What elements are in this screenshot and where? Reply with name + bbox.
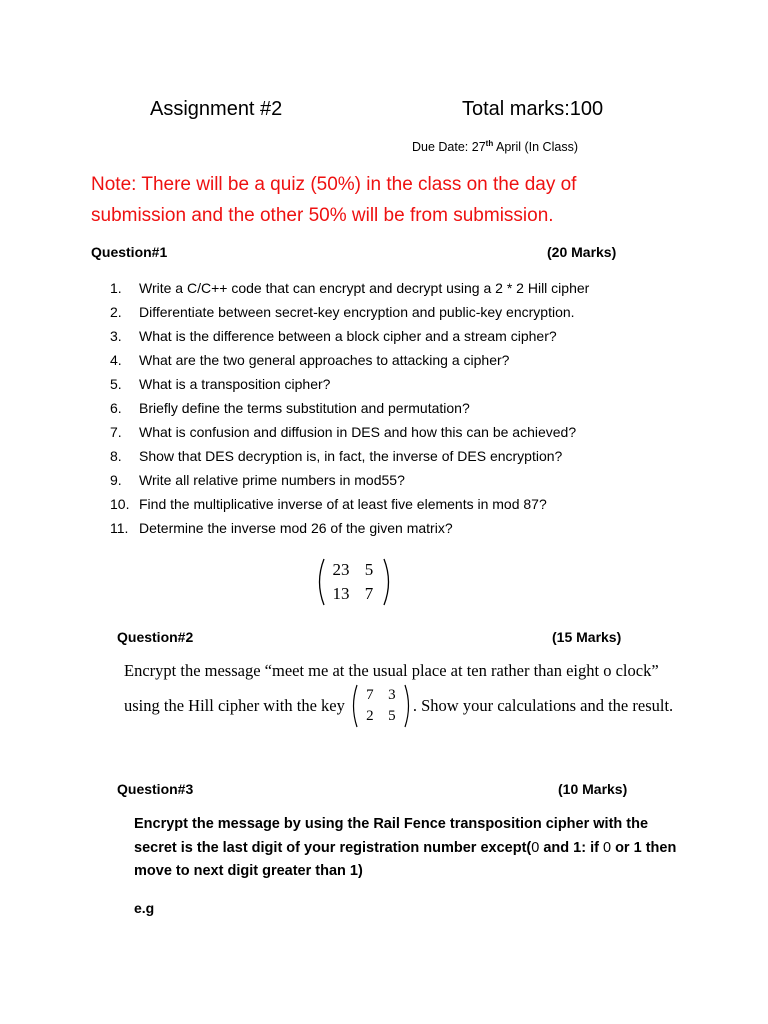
question1-list bbox=[110, 276, 589, 540]
item-text: Differentiate between secret-key encryption and public-key encryption. bbox=[139, 304, 575, 320]
item-number: 3. bbox=[110, 328, 122, 344]
list-item bbox=[110, 396, 589, 420]
list-item bbox=[110, 324, 589, 348]
question3-zero: 0 bbox=[602, 839, 612, 856]
question2-line1: Encrypt the message “meet me at the usual place at ten rather than eight o clock” bbox=[124, 661, 659, 680]
matrix-cell: 2 bbox=[366, 708, 374, 724]
item-number: 10. bbox=[110, 496, 130, 512]
question2-line2-prefix: using the Hill cipher with the key bbox=[124, 696, 345, 715]
item-text: Write a C/C++ code that can encrypt and decrypt using a 2 * 2 Hill cipher bbox=[139, 280, 590, 296]
item-text: What is confusion and diffusion in DES and how this can be achieved? bbox=[139, 424, 577, 440]
item-text: Briefly define the terms substitution and permutation? bbox=[139, 400, 470, 416]
item-number: 1. bbox=[110, 280, 122, 296]
due-date-prefix: Due Date: 27 bbox=[412, 140, 486, 154]
matrix-cell: 7 bbox=[364, 584, 374, 603]
question3-zero: 0 bbox=[531, 839, 540, 856]
item-text: What is a transposition cipher? bbox=[139, 376, 331, 392]
item-number: 11. bbox=[110, 520, 129, 536]
right-paren-icon bbox=[403, 683, 413, 729]
item-text: What are the two general approaches to attacking a cipher? bbox=[139, 352, 510, 368]
question3-text-part3: or 1 then move to next digit greater than 1) bbox=[134, 839, 677, 879]
item-text: What is the difference between a block cipher and a stream cipher? bbox=[139, 328, 557, 344]
left-paren-icon bbox=[314, 557, 326, 607]
list-item bbox=[110, 276, 589, 300]
total-marks: Total marks:100 bbox=[462, 98, 604, 120]
matrix-cell: 5 bbox=[364, 560, 374, 579]
question3-heading: Question#3 bbox=[117, 781, 194, 797]
question3-text-part2: and 1: if bbox=[539, 839, 603, 856]
item-number: 5. bbox=[110, 376, 122, 392]
question1-marks: (20 Marks) bbox=[547, 244, 617, 260]
due-date-suffix: April (In Class) bbox=[493, 140, 578, 154]
question3-text bbox=[134, 813, 694, 884]
question3-text-part1: Encrypt the message by using the Rail Fence transposition cipher with the secret is the last digit of your registration number except( bbox=[134, 816, 649, 856]
assignment-title: Assignment #2 bbox=[150, 98, 283, 120]
question2-marks: (15 Marks) bbox=[552, 629, 622, 645]
question3-marks: (10 Marks) bbox=[558, 781, 628, 797]
list-item bbox=[110, 348, 589, 372]
due-date bbox=[412, 139, 578, 154]
list-item bbox=[110, 468, 589, 492]
question2-line2 bbox=[124, 683, 673, 729]
item-text: Write all relative prime numbers in mod55? bbox=[139, 472, 405, 488]
item-number: 7. bbox=[110, 424, 122, 440]
quiz-note: Note: There will be a quiz (50%) in the class on the day of submission and the other 50% will be from submission. bbox=[91, 174, 577, 226]
question2-heading: Question#2 bbox=[117, 629, 194, 645]
matrix-cell: 23 bbox=[332, 560, 350, 579]
list-item bbox=[110, 492, 589, 516]
item-number: 9. bbox=[110, 472, 122, 488]
example-label: e.g bbox=[134, 900, 155, 916]
matrix-grid bbox=[326, 558, 382, 606]
matrix-cell: 7 bbox=[366, 687, 374, 703]
item-number: 6. bbox=[110, 400, 122, 416]
question1-matrix bbox=[314, 557, 394, 607]
list-item bbox=[110, 516, 589, 540]
matrix-cell: 3 bbox=[388, 687, 396, 703]
left-paren-icon bbox=[349, 683, 359, 729]
matrix-cell: 5 bbox=[388, 708, 396, 724]
key-matrix-grid bbox=[359, 685, 403, 727]
item-number: 8. bbox=[110, 448, 122, 464]
question2-line2-suffix: . Show your calculations and the result. bbox=[412, 696, 674, 715]
item-number: 2. bbox=[110, 304, 122, 320]
list-item bbox=[110, 300, 589, 324]
list-item bbox=[110, 372, 589, 396]
question1-heading: Question#1 bbox=[91, 244, 168, 260]
question2-key-matrix bbox=[349, 683, 413, 729]
item-text: Show that DES decryption is, in fact, the inverse of DES encryption? bbox=[139, 448, 563, 464]
list-item bbox=[110, 420, 589, 444]
item-text: Determine the inverse mod 26 of the given matrix? bbox=[139, 520, 453, 536]
item-number: 4. bbox=[110, 352, 122, 368]
due-date-sup: th bbox=[485, 139, 494, 148]
list-item bbox=[110, 444, 589, 468]
matrix-cell: 13 bbox=[332, 584, 350, 603]
item-text: Find the multiplicative inverse of at least five elements in mod 87? bbox=[139, 496, 547, 512]
right-paren-icon bbox=[382, 557, 394, 607]
